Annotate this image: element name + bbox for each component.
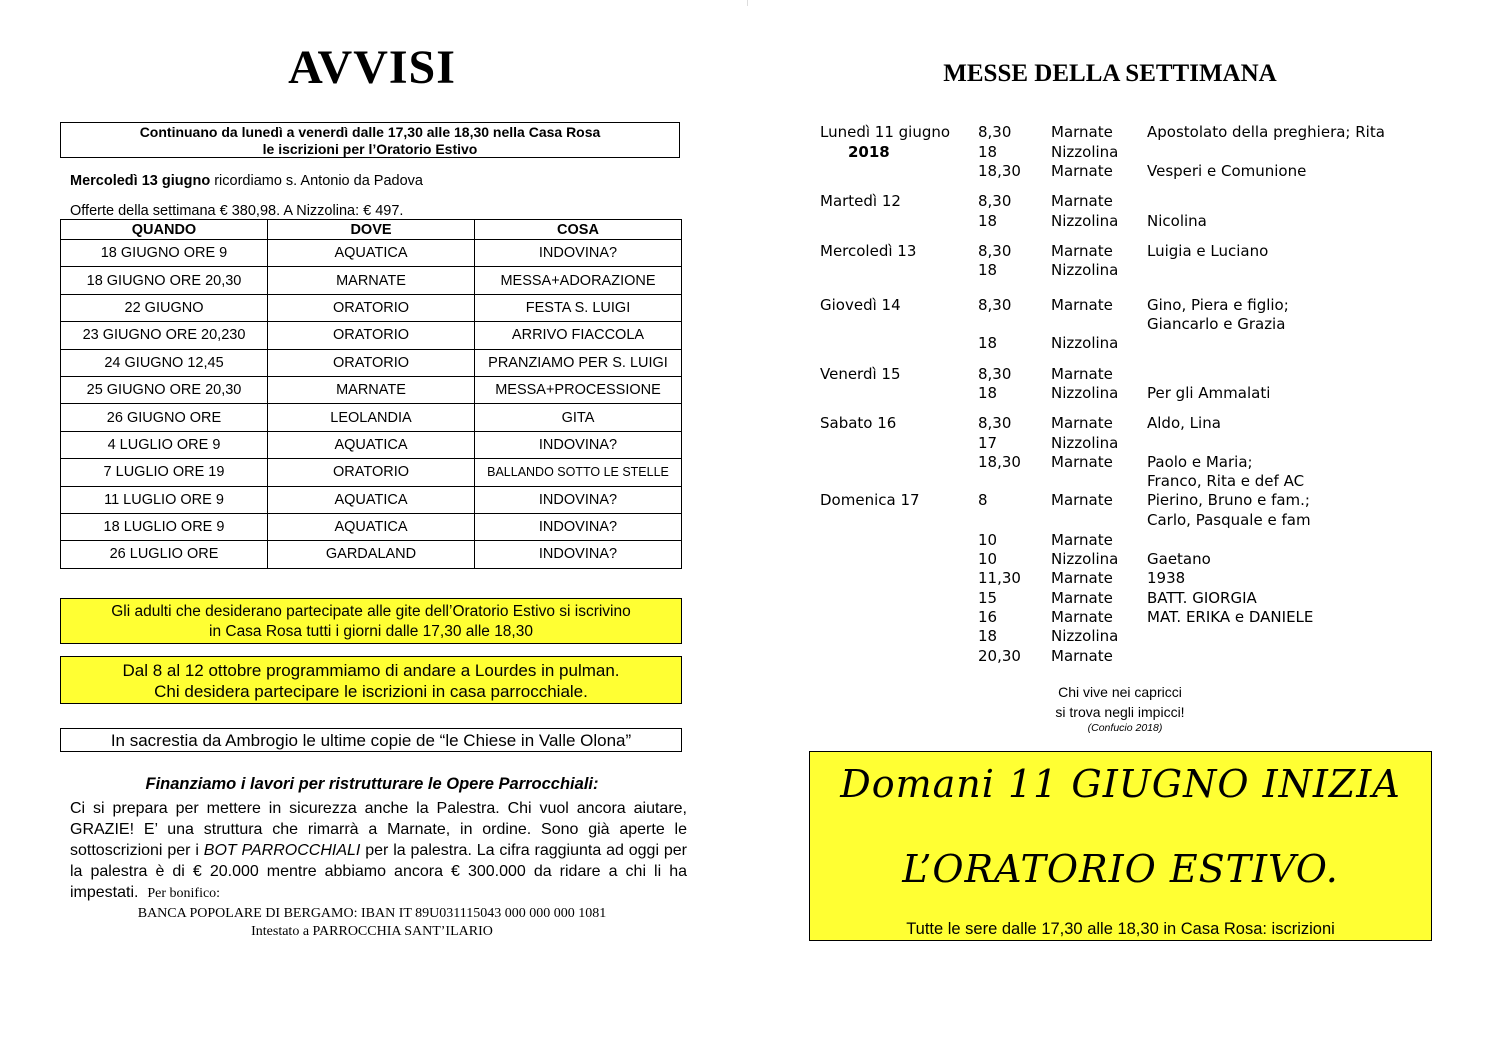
cell-what: MESSA+ADORAZIONE bbox=[475, 267, 682, 294]
quote-source: (Confucio 2018) bbox=[1087, 722, 1163, 734]
mass-time: 10 bbox=[978, 531, 998, 549]
cell-what: ARRIVO FIACCOLA bbox=[475, 322, 682, 349]
note-text: ricordiamo s. Antonio da Padova bbox=[210, 173, 423, 189]
mass-time: 18 bbox=[978, 212, 998, 230]
mass-place: Marnate bbox=[1051, 162, 1113, 180]
mass-day: Sabato 16 bbox=[820, 414, 897, 432]
cell-when: 11 LUGLIO ORE 9 bbox=[61, 486, 268, 513]
mass-intention: Vesperi e Comunione bbox=[1147, 162, 1307, 180]
mass-intention: Carlo, Pasquale e fam bbox=[1147, 511, 1311, 529]
mass-day: Mercoledì 13 bbox=[820, 242, 917, 260]
mass-time: 10 bbox=[978, 550, 998, 568]
mass-time: 18 bbox=[978, 334, 998, 352]
sacristy-notice: In sacrestia da Ambrogio le ultime copie de “le Chiese in Valle Olona” bbox=[60, 728, 682, 752]
mass-intention: MAT. ERIKA e DANIELE bbox=[1147, 608, 1314, 626]
mass-place: Marnate bbox=[1051, 242, 1113, 260]
notice-line-2: Chi desidera partecipare le iscrizioni in casa parrocchiale. bbox=[154, 682, 588, 701]
mass-time: 8,30 bbox=[978, 242, 1012, 260]
table-row bbox=[61, 240, 682, 267]
cell-when: 26 LUGLIO ORE bbox=[61, 541, 268, 568]
cell-where: ORATORIO bbox=[268, 322, 475, 349]
mass-place: Marnate bbox=[1051, 589, 1113, 607]
mass-place: Nizzolina bbox=[1051, 384, 1119, 402]
mass-intention: Per gli Ammalati bbox=[1147, 384, 1271, 402]
mass-time: 18 bbox=[978, 261, 998, 279]
cell-what: INDOVINA? bbox=[475, 431, 682, 458]
table-row bbox=[61, 486, 682, 513]
cell-where: ORATORIO bbox=[268, 349, 475, 376]
note-date: Mercoledì 13 giugno bbox=[70, 173, 211, 189]
mass-time: 18 bbox=[978, 143, 998, 161]
mass-time: 8 bbox=[978, 491, 988, 509]
banner-line-2: L’ORATORIO ESTIVO. bbox=[902, 847, 1339, 891]
mass-intention: Nicolina bbox=[1147, 212, 1207, 230]
cell-what: BALLANDO SOTTO LE STELLE bbox=[475, 459, 682, 486]
cell-where: MARNATE bbox=[268, 267, 475, 294]
mass-time: 8,30 bbox=[978, 192, 1012, 210]
mass-intention: Pierino, Bruno e fam.; bbox=[1147, 491, 1310, 509]
mass-intention: Luigia e Luciano bbox=[1147, 242, 1269, 260]
cell-when: 24 GIUGNO 12,45 bbox=[61, 349, 268, 376]
mass-day: Venerdì 15 bbox=[820, 365, 901, 383]
mass-place: Marnate bbox=[1051, 491, 1113, 509]
table-row bbox=[61, 322, 682, 349]
mass-intention: Gaetano bbox=[1147, 550, 1211, 568]
box-line-2: le iscrizioni per l’Oratorio Estivo bbox=[262, 141, 478, 157]
mass-place: Marnate bbox=[1051, 453, 1113, 471]
mass-place: Nizzolina bbox=[1051, 212, 1119, 230]
cell-what: FESTA S. LUIGI bbox=[475, 294, 682, 321]
banner-footer: Tutte le sere dalle 17,30 alle 18,30 in Casa Rosa: iscrizioni bbox=[906, 920, 1335, 938]
mass-time: 18,30 bbox=[978, 453, 1021, 471]
mass-time: 8,30 bbox=[978, 296, 1012, 314]
banner-line-1: Domani 11 GIUGNO INIZIA bbox=[840, 762, 1401, 806]
financing-text bbox=[70, 798, 687, 904]
mass-place: Marnate bbox=[1051, 365, 1113, 383]
mass-intention: Franco, Rita e def AC bbox=[1147, 472, 1305, 490]
events-table bbox=[60, 219, 682, 569]
lourdes-notice bbox=[60, 656, 682, 704]
mass-place: Marnate bbox=[1051, 296, 1113, 314]
mass-place: Marnate bbox=[1051, 569, 1113, 587]
masses-title: MESSE DELLA SETTIMANA bbox=[943, 60, 1277, 87]
mass-intention: 1938 bbox=[1147, 569, 1186, 587]
bonifico-label: Per bonifico: bbox=[147, 886, 221, 901]
cell-when: 26 GIUGNO ORE bbox=[61, 404, 268, 431]
mass-day: 2018 bbox=[848, 143, 890, 161]
notice-line-1: Gli adulti che desiderano partecipate alle gite dell’Oratorio Estivo si iscrivino bbox=[111, 603, 631, 620]
offerings-note: Offerte della settimana € 380,98. A Nizzolina: € 497. bbox=[70, 203, 404, 219]
mass-place: Nizzolina bbox=[1051, 434, 1119, 452]
financing-bot: BOT PARROCCHIALI bbox=[203, 842, 361, 859]
table-row bbox=[61, 513, 682, 540]
cell-where: LEOLANDIA bbox=[268, 404, 475, 431]
cell-where: AQUATICA bbox=[268, 431, 475, 458]
cell-what: INDOVINA? bbox=[475, 240, 682, 267]
cell-what: MESSA+PROCESSIONE bbox=[475, 376, 682, 403]
saint-anthony-note bbox=[70, 173, 423, 189]
mass-place: Nizzolina bbox=[1051, 143, 1119, 161]
box-line-1: Continuano da lunedì a venerdì dalle 17,30 alle 18,30 nella Casa Rosa bbox=[139, 124, 601, 140]
table-header-row bbox=[61, 220, 682, 240]
bank-holder: Intestato a PARROCCHIA SANT’ILARIO bbox=[251, 924, 493, 939]
quote-line-2: si trova negli impicci! bbox=[1055, 704, 1185, 720]
mass-intention: Aldo, Lina bbox=[1147, 414, 1221, 432]
mass-time: 18 bbox=[978, 384, 998, 402]
main-title: AVVISI bbox=[288, 41, 456, 94]
mass-place: Marnate bbox=[1051, 414, 1113, 432]
cell-where: GARDALAND bbox=[268, 541, 475, 568]
mass-place: Marnate bbox=[1051, 608, 1113, 626]
header-cosa: COSA bbox=[475, 220, 682, 240]
mass-time: 18 bbox=[978, 627, 998, 645]
mass-place: Nizzolina bbox=[1051, 627, 1119, 645]
financing-text-b: per la palestra. La cifra raggiunta ad oggi per la palestra è di € 20.000 mentre abbiamo ancora € 300.000 da ridare a chi li ha impestati. bbox=[70, 842, 688, 901]
cell-when: 18 GIUGNO ORE 20,30 bbox=[61, 267, 268, 294]
adults-trips-notice bbox=[60, 598, 682, 644]
mass-time: 17 bbox=[978, 434, 998, 452]
table-row bbox=[61, 294, 682, 321]
mass-day: Martedì 12 bbox=[820, 192, 901, 210]
mass-time: 16 bbox=[978, 608, 998, 626]
mass-intention: Apostolato della preghiera; Rita bbox=[1147, 123, 1385, 141]
mass-intention: Paolo e Maria; bbox=[1147, 453, 1253, 471]
quote-line-1: Chi vive nei capricci bbox=[1058, 684, 1182, 700]
mass-day: Lunedì 11 giugno bbox=[820, 123, 951, 141]
bank-iban: BANCA POPOLARE DI BERGAMO: IBAN IT 89U031115043 000 000 000 1081 bbox=[137, 906, 607, 921]
cell-when: 18 GIUGNO ORE 9 bbox=[61, 240, 268, 267]
cell-where: AQUATICA bbox=[268, 513, 475, 540]
mass-time: 20,30 bbox=[978, 647, 1021, 665]
mass-day: Domenica 17 bbox=[820, 491, 920, 509]
table-row bbox=[61, 349, 682, 376]
notice-line-1: Dal 8 al 12 ottobre programmiamo di andare a Lourdes in pulman. bbox=[122, 661, 620, 680]
cell-when: 18 LUGLIO ORE 9 bbox=[61, 513, 268, 540]
oratorio-banner bbox=[809, 751, 1432, 941]
cell-what: GITA bbox=[475, 404, 682, 431]
mass-day: Giovedì 14 bbox=[820, 296, 901, 314]
mass-time: 11,30 bbox=[978, 569, 1021, 587]
cell-when: 25 GIUGNO ORE 20,30 bbox=[61, 376, 268, 403]
mass-place: Marnate bbox=[1051, 192, 1113, 210]
header-dove: DOVE bbox=[268, 220, 475, 240]
mass-time: 8,30 bbox=[978, 414, 1012, 432]
mass-place: Marnate bbox=[1051, 647, 1113, 665]
mass-place: Marnate bbox=[1051, 531, 1113, 549]
table-row bbox=[61, 267, 682, 294]
mass-time: 8,30 bbox=[978, 365, 1012, 383]
table-row bbox=[61, 404, 682, 431]
cell-what: PRANZIAMO PER S. LUIGI bbox=[475, 349, 682, 376]
table-row bbox=[61, 541, 682, 568]
page-divider bbox=[747, 0, 748, 6]
mass-intention: BATT. GIORGIA bbox=[1147, 589, 1257, 607]
mass-place: Nizzolina bbox=[1051, 334, 1119, 352]
mass-time: 18,30 bbox=[978, 162, 1021, 180]
cell-where: AQUATICA bbox=[268, 486, 475, 513]
financing-text-a: Ci si prepara per mettere in sicurezza anche la Palestra. Chi vuol ancora aiutare, GRAZIE! E’ una struttura che rimarrà a Marnate, in ordine. Sono già aperte le sottoscrizioni per i bbox=[70, 800, 687, 859]
mass-intention: Giancarlo e Grazia bbox=[1147, 315, 1286, 333]
cell-what: INDOVINA? bbox=[475, 486, 682, 513]
notice-line-2: in Casa Rosa tutti i giorni dalle 17,30 alle 18,30 bbox=[209, 623, 533, 640]
oratorio-registration-box bbox=[60, 122, 680, 158]
header-quando: QUANDO bbox=[61, 220, 268, 240]
cell-where: AQUATICA bbox=[268, 240, 475, 267]
table-row bbox=[61, 376, 682, 403]
mass-place: Nizzolina bbox=[1051, 550, 1119, 568]
mass-place: Nizzolina bbox=[1051, 261, 1119, 279]
cell-when: 4 LUGLIO ORE 9 bbox=[61, 431, 268, 458]
cell-where: MARNATE bbox=[268, 376, 475, 403]
cell-where: ORATORIO bbox=[268, 459, 475, 486]
cell-what: INDOVINA? bbox=[475, 513, 682, 540]
financing-title: Finanziamo i lavori per ristrutturare le Opere Parrocchiali: bbox=[145, 775, 599, 793]
cell-when: 23 GIUGNO ORE 20,230 bbox=[61, 322, 268, 349]
mass-time: 15 bbox=[978, 589, 998, 607]
cell-when: 22 GIUGNO bbox=[61, 294, 268, 321]
mass-intention: Gino, Piera e figlio; bbox=[1147, 296, 1289, 314]
mass-place: Marnate bbox=[1051, 123, 1113, 141]
cell-where: ORATORIO bbox=[268, 294, 475, 321]
table-row bbox=[61, 431, 682, 458]
cell-when: 7 LUGLIO ORE 19 bbox=[61, 459, 268, 486]
cell-what: INDOVINA? bbox=[475, 541, 682, 568]
table-row bbox=[61, 459, 682, 486]
mass-time: 8,30 bbox=[978, 123, 1012, 141]
